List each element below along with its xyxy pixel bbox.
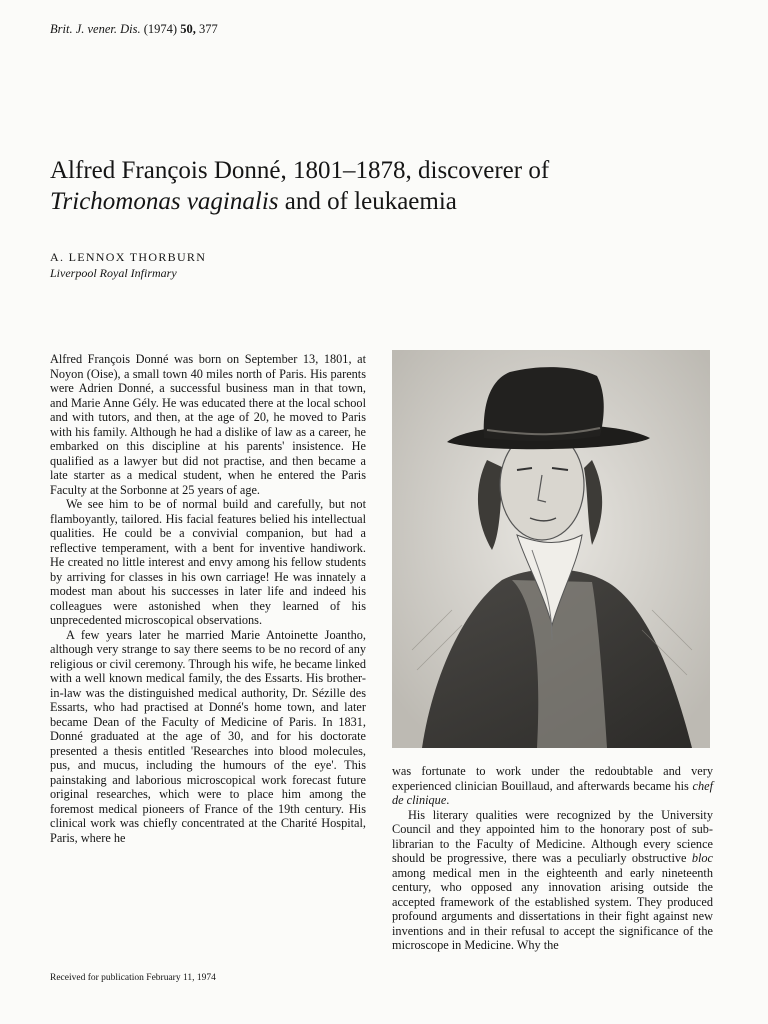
journal-name: Brit. J. vener. Dis. (50, 22, 141, 36)
paragraph-4: was fortunate to work under the redoubtable and very experienced clinician Bouillaud, and afterwards became his chef de clinique. (392, 764, 713, 807)
paragraph-3: A few years later he married Marie Antoinette Joantho, although very strange to say there seems to be no record of any religious or civil ceremony. Through his wife, he became linked with a well known medical family, the des Essarts. His brother-in-law was the distinguished medical authority, Dr. Sézille des Essarts, who had practised at Donné's home town, and later became Dean of the Faculty of Medicine of Paris. In 1831, Donné graduated at the age of 30, and for his doctorate presented a thesis entitled 'Researches into blood molecules, pus, and mucus, including the humours of the eye'. This painstaking and laborious microscopical work forecast future original researches, which were to place him among the foremost medical pioneers of France of the 19th century. His clinical work was chiefly concentrated at the Charité Hospital, Paris, where he (50, 627, 366, 845)
journal-year: (1974) (143, 22, 178, 36)
title-line-1: Alfred François Donné, 1801–1878, discoverer of (50, 157, 550, 184)
title-species: Trichomonas vaginalis (50, 188, 279, 215)
bloc-italic: bloc (691, 851, 713, 865)
paragraph-2: We see him to be of normal build and carefully, but not flamboyantly, tailored. His facial features belied his intellectual qualities. He could be a convivial companion, but had a reflective temperament, with a bent for inventive handiwork. He created no little interest and envy among his fellow students by arriving for classes in his own carriage! He was innately a modest man about his successes in later life and indeed his colleagues were astonished when they learned of his unprecedented microscopical observations. (50, 497, 366, 627)
journal-page: 377 (198, 22, 218, 36)
portrait-engraving-icon (392, 350, 710, 748)
portrait-figure (392, 350, 710, 748)
author-affiliation: Liverpool Royal Infirmary (50, 266, 177, 280)
chef-de-clinique-italic: chef de clinique (392, 778, 713, 807)
journal-volume: 50, (180, 22, 196, 36)
author-name: A. LENNOX THORBURN (50, 250, 207, 264)
body-column-right (392, 764, 713, 953)
title-tail: and of leukaemia (278, 188, 457, 215)
article-title (50, 155, 730, 217)
received-footnote: Received for publication February 11, 1974 (50, 973, 216, 983)
body-column-left (50, 352, 366, 845)
journal-reference (50, 22, 218, 37)
paragraph-5: His literary qualities were recognized by the University Council and they appointed him to the honorary post of sub-librarian to the Faculty of Medicine. Although every science should be progressive, there was a peculiarly obstructive bloc among medical men in the eighteenth and early nineteenth century, who opposed any innovation arising outside the accepted framework of the established system. They produced profound arguments and dissertations in their fight against new inventions and in their refusal to accept the significance of the microscope in Medicine. Why the (392, 807, 713, 952)
paragraph-1: Alfred François Donné was born on September 13, 1801, at Noyon (Oise), a small town 40 miles north of Paris. His parents were Adrien Donné, a successful business man in that town, and Marie Anne Gély. He was educated there at the local school and with tutors, and then, at the age of 20, he moved to Paris with his family. Although he had a dislike of law as a career, he embarked on this discipline at his parents' insistence. He qualified as a lawyer but did not practise, and then became a late starter as a medical student, when he entered the Paris Faculty at the Sorbonne at 25 years of age. (50, 352, 366, 497)
